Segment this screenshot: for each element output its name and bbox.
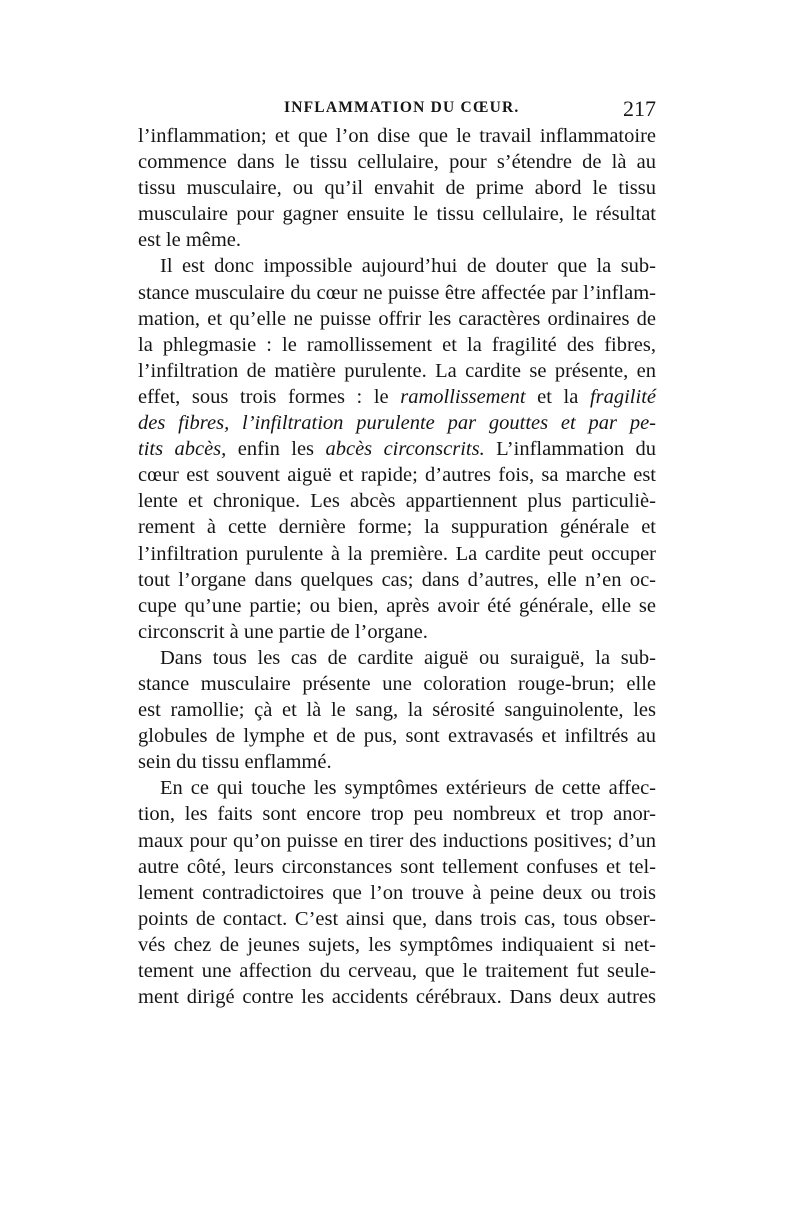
text-line <box>138 488 656 514</box>
text-run: l’infiltration purulente à la première. La cardite peut occuper <box>138 542 656 565</box>
text-line <box>138 593 656 619</box>
text-run: circonscrit à une partie de l’organe. <box>138 620 428 643</box>
page-number: 217 <box>623 96 656 121</box>
text-run: L’inflammation du <box>484 438 656 461</box>
text-line <box>138 541 656 567</box>
text-run: autre côté, leurs circonstances sont tellement confuses et tel- <box>138 855 656 878</box>
text-run: tement une affection du cerveau, que le traitement fut seule- <box>138 960 656 982</box>
text-line <box>138 932 656 958</box>
text-run: mation, et qu’elle ne puisse offrir les caractères ordinaires de <box>138 307 656 330</box>
text-line <box>138 958 656 984</box>
text-run: ment dirigé contre les accidents cérébraux. Dans deux autres <box>138 986 656 1009</box>
paragraph <box>138 123 656 253</box>
text-line <box>138 514 656 540</box>
text-line <box>138 306 656 332</box>
text-line <box>138 201 656 227</box>
text-run: enfin les <box>226 438 326 461</box>
text-run: lente et chronique. Les abcès appartiennent plus particuliè- <box>138 490 656 513</box>
text-run: stance musculaire du cœur ne puisse être affectée par l’inflam- <box>138 281 656 304</box>
text-run: musculaire pour gagner ensuite le tissu cellulaire, le résultat <box>138 203 656 226</box>
text-line <box>138 280 656 306</box>
text-line <box>138 671 656 697</box>
text-run: l’inflammation; et que l’on dise que le travail inflammatoire <box>138 125 656 147</box>
text-run: sein du tissu enflammé. <box>138 751 332 774</box>
text-run: En ce qui touche les symptômes extérieurs de cette affec- <box>160 777 656 800</box>
text-line <box>138 253 656 279</box>
text-run: globules de lymphe et de pus, sont extravasés et infiltrés au <box>138 725 656 748</box>
text-line <box>138 149 656 175</box>
text-run: tion, les faits sont encore trop peu nombreux et trop anor- <box>138 803 656 826</box>
text-run: est ramollie; çà et là le sang, la sérosité sanguinolente, les <box>138 699 656 722</box>
text-line <box>138 697 656 723</box>
text-line <box>138 645 656 671</box>
text-run: Dans tous les cas de cardite aiguë ou suraiguë, la sub- <box>160 646 656 669</box>
text-line <box>138 567 656 593</box>
text-run: tout l’organe dans quelques cas; dans d’autres, elle n’en oc- <box>138 568 656 591</box>
text-line <box>138 410 656 436</box>
italic-text: ramollissement <box>400 385 526 408</box>
text-run: tissu musculaire, ou qu’il envahit de prime abord le tissu <box>138 177 656 200</box>
italic-text: des fibres, l’infiltration purulente par gouttes et par pe- <box>138 412 656 435</box>
text-run: cœur est souvent aiguë et rapide; d’autres fois, sa marche est <box>138 464 656 487</box>
italic-text: abcès circonscrits. <box>325 438 485 461</box>
text-line <box>138 854 656 880</box>
text-run: commence dans le tissu cellulaire, pour s’étendre de là au <box>138 151 656 174</box>
text-line <box>138 332 656 358</box>
text-line <box>138 723 656 749</box>
text-line <box>138 801 656 827</box>
text-line <box>138 436 656 462</box>
text-line <box>138 175 656 201</box>
text-line <box>138 828 656 854</box>
text-line <box>138 462 656 488</box>
text-run: maux pour qu’on puisse en tirer des inductions positives; d’un <box>138 829 656 852</box>
text-line <box>138 123 656 149</box>
running-head: INFLAMMATION DU CŒUR. <box>284 99 520 116</box>
text-line <box>138 384 656 410</box>
paragraph <box>138 645 656 775</box>
text-line <box>138 906 656 932</box>
text-line <box>138 880 656 906</box>
text-run: stance musculaire présente une coloration rouge-brun; elle <box>138 672 656 695</box>
italic-text: tits abcès, <box>138 438 227 461</box>
paragraph <box>138 253 656 644</box>
text-run: est le même. <box>138 229 242 252</box>
paragraph <box>138 775 656 1010</box>
text-run: effet, sous trois formes : le <box>138 385 401 408</box>
text-run: vés chez de jeunes sujets, les symptômes indiquaient si net- <box>138 933 656 956</box>
italic-text: fragilité <box>589 385 656 408</box>
text-line <box>138 984 656 1010</box>
text-run: l’infiltration de matière purulente. La cardite se présente, en <box>138 359 656 382</box>
text-line <box>138 775 656 801</box>
text-line <box>138 619 656 645</box>
text-run: rement à cette dernière forme; la suppuration générale et <box>138 516 656 539</box>
text-line <box>138 358 656 384</box>
text-run: lement contradictoires que l’on trouve à peine deux ou trois <box>138 881 656 904</box>
text-run: et la <box>525 385 590 408</box>
text-run: Il est donc impossible aujourd’hui de douter que la sub- <box>160 255 656 278</box>
text-run: points de contact. C’est ainsi que, dans trois cas, tous obser- <box>138 907 656 930</box>
page-header <box>138 96 656 126</box>
body-text <box>138 123 656 1010</box>
text-line <box>138 227 656 253</box>
text-run: cupe qu’une partie; ou bien, après avoir été générale, elle se <box>138 594 656 617</box>
text-run: la phlegmasie : le ramollissement et la fragilité des fibres, <box>138 333 656 356</box>
text-line <box>138 749 656 775</box>
